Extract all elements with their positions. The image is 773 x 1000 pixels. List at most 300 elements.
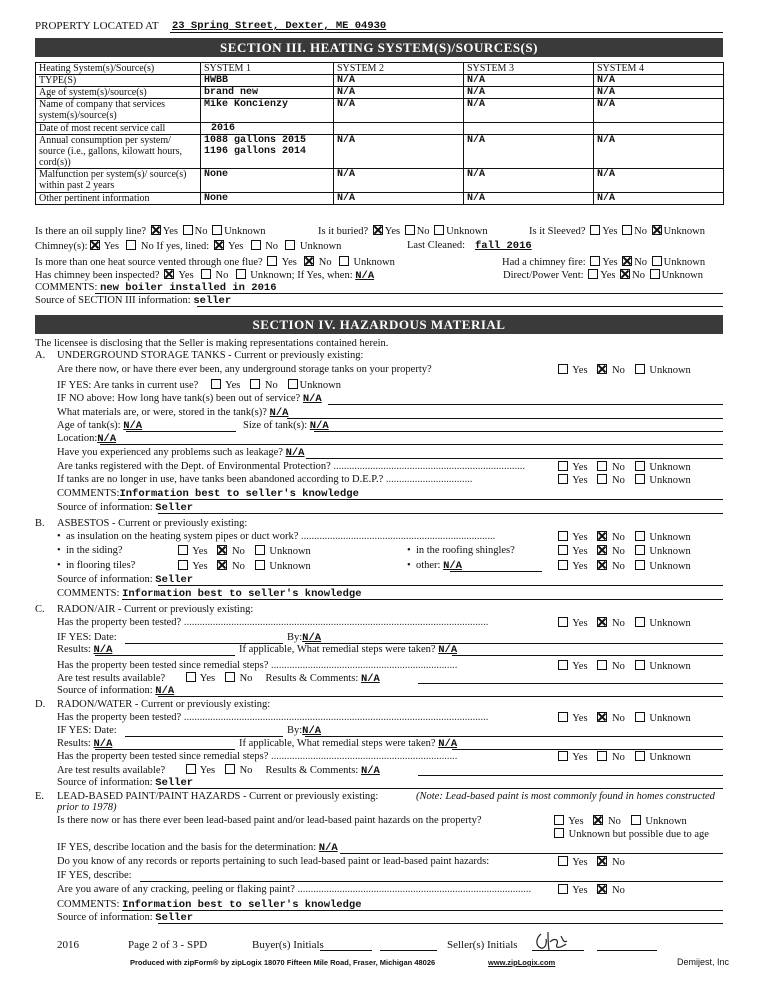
cell-value: N/A: [594, 169, 724, 193]
footer-name: Demijest, Inc: [677, 957, 730, 967]
c-since-question: Has the property been tested since remedial steps?: [57, 660, 269, 671]
e-q1-age-checkbox[interactable]: [554, 828, 564, 838]
cell-value: [334, 123, 464, 135]
d-q1-question: Has the property been tested?: [57, 712, 182, 723]
e-records-no-checkbox[interactable]: [597, 856, 607, 866]
unknown-label: Unknown: [269, 561, 311, 572]
b-other-row: • other: N/A: [407, 560, 462, 572]
section-c-title: RADON/AIR - Current or previously existing:: [57, 604, 254, 615]
no-label: No: [612, 885, 625, 896]
footer-page: Page 2 of 3 - SPD: [128, 939, 208, 951]
a-abandoned-unknown-checkbox[interactable]: [635, 474, 645, 484]
row-label: Other pertinent information: [36, 193, 201, 205]
a-ifyes-yes-checkbox[interactable]: [211, 379, 221, 389]
unknown-label: Unknown: [649, 475, 691, 486]
unknown-label: Unknown: [649, 661, 691, 672]
cell-value: 1088 gallons 2015 1196 gallons 2014: [201, 135, 334, 169]
no-label: No: [612, 546, 625, 557]
a-ifyes-unknown-checkbox[interactable]: [288, 379, 298, 389]
d-q1-yes-checkbox[interactable]: [558, 712, 568, 722]
comments-label: COMMENTS:: [57, 488, 120, 499]
e-cracking-no-checkbox[interactable]: [597, 884, 607, 894]
a-materials-row: [57, 407, 288, 419]
c-q1-options: [556, 617, 691, 629]
yes-label: Yes: [192, 546, 208, 557]
e-q1-unknown-checkbox[interactable]: [631, 815, 641, 825]
yes-label: Yes: [572, 713, 588, 724]
line: [100, 444, 723, 445]
a-q1-no-checkbox[interactable]: [597, 364, 607, 374]
col-header: SYSTEM 4: [594, 63, 724, 75]
line: [125, 736, 283, 737]
b-other-no-checkbox[interactable]: [597, 560, 607, 570]
inspected-yes-checkbox[interactable]: [164, 269, 174, 279]
d-results-value: N/A: [93, 738, 113, 750]
yes-label: Yes: [572, 618, 588, 629]
unknown-label: Unknown: [446, 226, 488, 237]
b-q1-options: [556, 531, 691, 543]
c-q1-yes-checkbox[interactable]: [558, 617, 568, 627]
b-other-label: other:: [415, 560, 441, 571]
unknown-label: Unknown: [663, 257, 706, 268]
yes-label: Yes: [572, 885, 588, 896]
d-by-value: N/A: [302, 725, 322, 737]
a-q1: Are there now, or have there ever been, any underground storage tanks on your property?: [57, 364, 432, 375]
c-since-no-checkbox[interactable]: [597, 660, 607, 670]
comments-label: COMMENTS:: [57, 588, 120, 599]
b-roofing-row: • in the roofing shingles?: [407, 545, 515, 556]
c-q1-unknown-checkbox[interactable]: [635, 617, 645, 627]
unknown-label: Unknown: [224, 226, 266, 237]
d-results-label: Results:: [57, 738, 91, 749]
no-label: No: [612, 532, 625, 543]
chimney-fire-no-checkbox[interactable]: [622, 256, 632, 266]
c-q1-no-checkbox[interactable]: [597, 617, 607, 627]
a-abandoned-no-checkbox[interactable]: [597, 474, 607, 484]
inspected-question: Has chimney been inspected?: [35, 270, 160, 281]
e-q1-options: [552, 815, 687, 827]
e-q1-row: [57, 815, 482, 826]
d-remedial-value: N/A: [438, 738, 458, 750]
when-label: Unknown; If Yes, when:: [250, 270, 353, 281]
col-header: SYSTEM 2: [334, 63, 464, 75]
line: [305, 736, 723, 737]
e-cracking-yes-checkbox[interactable]: [558, 884, 568, 894]
a-registered-yes-checkbox[interactable]: [558, 461, 568, 471]
b-other-unknown-checkbox[interactable]: [635, 560, 645, 570]
multi-flue-row: [35, 256, 395, 268]
source-label: Source of information:: [57, 777, 153, 788]
cell-value: N/A: [594, 99, 724, 123]
cell-value: HWBB: [201, 75, 334, 87]
section-a-title: UNDERGROUND STORAGE TANKS - Current or previously existing:: [57, 350, 364, 361]
no-label: No: [318, 257, 332, 268]
row-label: Annual consumption per system/ source (i.e., gallons, kilowatt hours, cord(s)): [36, 135, 201, 169]
comments-label: COMMENTS:: [35, 282, 98, 293]
c-q1-row: Has the property been tested? ....................................................................................................................: [57, 617, 489, 628]
c-q1-question: Has the property been tested?: [57, 617, 182, 628]
buried-question: Is it buried?: [318, 226, 369, 237]
cell-value: N/A: [464, 169, 594, 193]
source-label: Source of information:: [57, 912, 153, 923]
b-roofing-yes-checkbox[interactable]: [558, 545, 568, 555]
cell-value: N/A: [334, 193, 464, 205]
line: [452, 749, 723, 750]
no-label: No: [612, 661, 625, 672]
c-since-unknown-checkbox[interactable]: [635, 660, 645, 670]
e-ifyes-row: [57, 842, 338, 854]
inspected-unknown-checkbox[interactable]: [236, 269, 246, 279]
b-siding-yes-checkbox[interactable]: [178, 545, 188, 555]
d-since-no-checkbox[interactable]: [597, 751, 607, 761]
a-ifyes-row: [57, 379, 341, 391]
d-rc-value: N/A: [360, 765, 380, 777]
a-q1-options: [556, 364, 691, 376]
a-age-label: Age of tank(s):: [57, 420, 121, 431]
line: [340, 853, 723, 854]
e-source-value: Seller: [155, 912, 194, 924]
c-by-value: N/A: [302, 632, 322, 644]
no-label: No: [608, 816, 621, 827]
a-abandoned-yes-checkbox[interactable]: [558, 474, 568, 484]
d-available-row: [57, 764, 380, 777]
no-label: No: [612, 618, 625, 629]
b-roofing-unknown-checkbox[interactable]: [635, 545, 645, 555]
c-by-label: By:: [287, 632, 303, 643]
b-flooring-no-checkbox[interactable]: [217, 560, 227, 570]
no-label: No: [239, 765, 253, 776]
d-q1-no-checkbox[interactable]: [597, 712, 607, 722]
when-value: N/A: [355, 270, 375, 282]
no-label: No: [612, 365, 625, 376]
b-other-options: [556, 560, 691, 572]
cell-value: [594, 123, 724, 135]
yes-label: Yes: [572, 561, 588, 572]
source-value: seller: [193, 295, 232, 307]
e-q1-question: Is there now or has there ever been lead-based paint and/or lead-based paint hazards on the property?: [57, 815, 482, 826]
a-problems-question: Have you experienced any problems such as leakage?: [57, 447, 283, 458]
e-q1-age-option: [552, 828, 709, 840]
col-header: SYSTEM 3: [464, 63, 594, 75]
a-registered-unknown-checkbox[interactable]: [635, 461, 645, 471]
e-cracking-row: Are you aware of any cracking, peeling or flaking paint? .........................................................................................: [57, 884, 532, 895]
seller-initials-signature: [533, 930, 575, 952]
cell-value: N/A: [334, 99, 464, 123]
oil-line-no-checkbox[interactable]: [183, 225, 193, 235]
e-ifyes-label: IF YES, describe location and the basis for the determination:: [57, 842, 317, 853]
multi-flue-yes-checkbox[interactable]: [267, 256, 277, 266]
source-label: Source of information:: [57, 574, 153, 585]
source-label: Source of information:: [57, 502, 153, 513]
b-q1-yes-checkbox[interactable]: [558, 531, 568, 541]
unknown-label: Unknown: [649, 752, 691, 763]
footer-url[interactable]: www.zipLogix.com: [488, 958, 556, 967]
c-since-options: [556, 660, 691, 672]
source-label: Source of information:: [57, 685, 153, 696]
letter-b: B.: [35, 518, 45, 529]
c-rc-value: N/A: [360, 673, 380, 685]
yes-label: Yes: [572, 546, 588, 557]
unknown-label: Unknown: [661, 270, 704, 281]
oil-line-row: [35, 225, 266, 237]
b-q1-no-checkbox[interactable]: [597, 531, 607, 541]
last-cleaned-label: Last Cleaned:: [407, 240, 466, 251]
sleeved-yes-checkbox[interactable]: [590, 225, 600, 235]
direct-vent-question: Direct/Power Vent:: [503, 270, 584, 281]
lined-unknown-checkbox[interactable]: [285, 240, 295, 250]
b-roofing-options: [556, 545, 691, 557]
yes-label: Yes: [572, 661, 588, 672]
b-siding-question: in the siding?: [65, 545, 123, 556]
e-records-options: [556, 856, 625, 868]
c-since-yes-checkbox[interactable]: [558, 660, 568, 670]
b-q1-unknown-checkbox[interactable]: [635, 531, 645, 541]
buried-yes-checkbox[interactable]: [373, 225, 383, 235]
sleeved-unknown-checkbox[interactable]: [652, 225, 662, 235]
buried-no-checkbox[interactable]: [405, 225, 415, 235]
sleeved-row: [529, 225, 705, 237]
a-size-value: N/A: [309, 420, 329, 432]
row-label: Age of system(s)/source(s): [36, 87, 201, 99]
buried-unknown-checkbox[interactable]: [434, 225, 444, 235]
seller-initials-label: Seller(s) Initials: [447, 939, 518, 951]
a-abandoned-options: [556, 474, 691, 486]
yes-label: Yes: [572, 462, 588, 473]
yes-label: Yes: [178, 270, 194, 281]
b-flooring-yes-checkbox[interactable]: [178, 560, 188, 570]
b-q1-row: • as insulation on the heating system pipes or duct work? ..........................................................................: [57, 531, 496, 542]
c-available-row: [57, 672, 380, 685]
yes-label: Yes: [600, 270, 616, 281]
c-since-row: Has the property been tested since remedial steps? .......................................................................: [57, 660, 458, 671]
cell-value: [464, 123, 594, 135]
c-remedial-value: N/A: [438, 644, 458, 656]
d-by-label: By:: [287, 725, 303, 736]
a-size-label: Size of tank(s):: [243, 420, 308, 431]
e-cracking-question: Are you aware of any cracking, peeling or flaking paint?: [57, 884, 295, 895]
c-available-yes-checkbox[interactable]: [186, 672, 196, 682]
line: [158, 788, 723, 789]
c-results-value: N/A: [93, 644, 113, 656]
a-source-value: Seller: [155, 502, 194, 514]
lined-label: No If yes, lined:: [140, 241, 210, 252]
oil-line-yes-checkbox[interactable]: [151, 225, 161, 235]
b-other-yes-checkbox[interactable]: [558, 560, 568, 570]
chimney-no-checkbox[interactable]: [126, 240, 136, 250]
b-roofing-question: in the roofing shingles?: [415, 545, 515, 556]
a-location-value: N/A: [97, 433, 117, 445]
yes-label: Yes: [602, 257, 618, 268]
b-siding-no-checkbox[interactable]: [217, 545, 227, 555]
e-note: (Note: Lead-based paint is most commonly found in homes constructed prior to 1978): [57, 791, 715, 813]
multi-flue-unknown-checkbox[interactable]: [339, 256, 349, 266]
no-label: No: [612, 462, 625, 473]
a-registered: Are tanks registered with the Dept. of Environmental Protection? .........................................................................: [57, 461, 526, 472]
section-b-title: ASBESTOS - Current or previously existing:: [57, 518, 248, 529]
direct-vent-unknown-checkbox[interactable]: [650, 269, 660, 279]
multi-flue-question: Is more than one heat source vented through one flue?: [35, 257, 263, 268]
yes-label: Yes: [602, 226, 618, 237]
direct-vent-no-checkbox[interactable]: [620, 269, 630, 279]
letter-e: E.: [35, 791, 45, 802]
c-remedial-row: [239, 644, 457, 656]
chimney-label: Chimney(s):: [35, 241, 88, 252]
b-other-value: N/A: [443, 560, 462, 572]
oil-line-unknown-checkbox[interactable]: [212, 225, 222, 235]
no-label: No: [416, 226, 430, 237]
unknown-label: Unknown: [299, 380, 342, 391]
buyer-initials-field[interactable]: [320, 950, 372, 951]
yes-label: Yes: [281, 257, 297, 268]
d-date-label: IF YES: Date:: [57, 725, 117, 736]
row-label: Date of most recent service call: [36, 123, 201, 135]
a-q1-unknown-checkbox[interactable]: [635, 364, 645, 374]
cell-value: brand new: [201, 87, 334, 99]
d-available-yes-checkbox[interactable]: [186, 764, 196, 774]
cell-value: N/A: [334, 87, 464, 99]
no-label: No: [265, 241, 279, 252]
unknown-label: Unknown: [663, 226, 705, 237]
b-flooring-options: [176, 560, 311, 572]
yes-label: Yes: [225, 380, 241, 391]
yes-label: Yes: [103, 241, 120, 252]
cell-value: N/A: [464, 99, 594, 123]
a-materials-value: N/A: [269, 407, 289, 419]
b-flooring-unknown-checkbox[interactable]: [255, 560, 265, 570]
e-describe-row: [57, 870, 132, 881]
footer-produced: Produced with zipForm® by zipLogix 18070 Fifteen Mile Road, Fraser, Michigan 48026: [130, 958, 436, 967]
buyer-initials-field-2[interactable]: [380, 950, 437, 951]
multi-flue-no-checkbox[interactable]: [304, 256, 314, 266]
cell-value: N/A: [334, 135, 464, 169]
e-q1-no-checkbox[interactable]: [593, 815, 603, 825]
oil-line-question: Is there an oil supply line?: [35, 226, 147, 237]
property-address: 23 Spring Street, Dexter, ME 04930: [172, 20, 387, 32]
no-label: No: [632, 270, 645, 281]
c-date-row: [57, 632, 117, 643]
sleeved-no-checkbox[interactable]: [622, 225, 632, 235]
a-ifno-value: N/A: [302, 393, 322, 405]
line: [122, 599, 723, 600]
line: [450, 571, 542, 572]
inspected-no-checkbox[interactable]: [201, 269, 211, 279]
lined-no-checkbox[interactable]: [251, 240, 261, 250]
seller-initials-field-2[interactable]: [597, 950, 657, 951]
unknown-label: Unknown: [299, 241, 342, 252]
c-remedial-label: If applicable, What remedial steps were taken?: [239, 644, 436, 655]
c-source-row: [57, 685, 174, 697]
d-available-question: Are test results available?: [57, 765, 166, 776]
yes-label: Yes: [568, 816, 584, 827]
a-materials-question: What materials are, or were, stored in the tank(s)?: [57, 407, 267, 418]
yes-label: Yes: [572, 532, 588, 543]
yes-label: Yes: [572, 475, 588, 486]
line: [452, 655, 723, 656]
line: [314, 431, 723, 432]
no-label: No: [232, 546, 245, 557]
line: [328, 404, 723, 405]
unknown-label: Unknown: [649, 713, 691, 724]
lined-yes-checkbox[interactable]: [214, 240, 224, 250]
e-comments-value: Information best to seller's knowledge: [122, 899, 362, 911]
no-label: No: [634, 257, 648, 268]
no-label: No: [634, 226, 647, 237]
comments-line: [95, 293, 723, 294]
no-label: No: [612, 857, 625, 868]
d-since-unknown-checkbox[interactable]: [635, 751, 645, 761]
direct-vent-row: [503, 269, 703, 281]
direct-vent-yes-checkbox[interactable]: [588, 269, 598, 279]
section-4-title: SECTION IV. HAZARDOUS MATERIAL: [35, 315, 723, 334]
d-available-no-checkbox[interactable]: [225, 764, 235, 774]
sleeved-question: Is it Sleeved?: [529, 226, 586, 237]
b-flooring-question: in flooring tiles?: [65, 560, 136, 571]
unknown-label: Unknown: [649, 462, 691, 473]
yes-label: Yes: [162, 226, 179, 237]
e-q1-yes-checkbox[interactable]: [554, 815, 564, 825]
cell-value: N/A: [594, 87, 724, 99]
row-label: TYPE(S): [36, 75, 201, 87]
line: [95, 749, 235, 750]
e-unknown-age-label: Unknown but possible due to age: [568, 829, 709, 840]
d-since-row: Has the property been tested since remedial steps? .......................................................................: [57, 751, 458, 762]
d-rc-label: Results & Comments:: [265, 765, 359, 776]
last-cleaned-value: fall 2016: [475, 240, 532, 252]
cell-value: N/A: [594, 193, 724, 205]
b-source-value: Seller: [155, 574, 194, 586]
no-label: No: [264, 380, 278, 391]
d-q1-unknown-checkbox[interactable]: [635, 712, 645, 722]
cell-value: N/A: [464, 193, 594, 205]
b-flooring-row: • in flooring tiles?: [57, 560, 136, 571]
chimney-yes-checkbox[interactable]: [90, 240, 100, 250]
footer-year: 2016: [57, 939, 79, 951]
heating-systems-table: [35, 62, 724, 205]
cell-value: Mike Koncienzy: [201, 99, 334, 123]
line: [418, 683, 723, 684]
col-header: SYSTEM 1: [201, 63, 334, 75]
chimney-fire-unknown-checkbox[interactable]: [652, 256, 662, 266]
inspected-row: [35, 269, 374, 282]
cell-value: N/A: [334, 169, 464, 193]
source-label: Source of SECTION III information:: [35, 295, 191, 306]
yes-label: Yes: [572, 857, 588, 868]
yes-label: Yes: [384, 226, 401, 237]
a-registered-question: Are tanks registered with the Dept. of Environmental Protection?: [57, 461, 331, 472]
yes-label: Yes: [228, 241, 244, 252]
address-line: [170, 32, 723, 33]
yes-label: Yes: [199, 765, 216, 776]
a-problems-row: [57, 447, 304, 459]
c-available-no-checkbox[interactable]: [225, 672, 235, 682]
a-q1-yes-checkbox[interactable]: [558, 364, 568, 374]
b-siding-unknown-checkbox[interactable]: [255, 545, 265, 555]
e-describe-label: IF YES, describe:: [57, 870, 132, 881]
d-since-yes-checkbox[interactable]: [558, 751, 568, 761]
line: [418, 775, 723, 776]
a-registered-options: [556, 461, 691, 473]
d-remedial-label: If applicable, What remedial steps were taken?: [239, 738, 436, 749]
a-comments-value: Information best to seller's knowledge: [119, 488, 359, 500]
chimney-fire-yes-checkbox[interactable]: [590, 256, 600, 266]
cell-value: N/A: [334, 75, 464, 87]
a-registered-no-checkbox[interactable]: [597, 461, 607, 471]
unknown-label: Unknown: [649, 532, 691, 543]
a-ifyes-no-checkbox[interactable]: [250, 379, 260, 389]
b-roofing-no-checkbox[interactable]: [597, 545, 607, 555]
line: [95, 655, 235, 656]
e-records-yes-checkbox[interactable]: [558, 856, 568, 866]
